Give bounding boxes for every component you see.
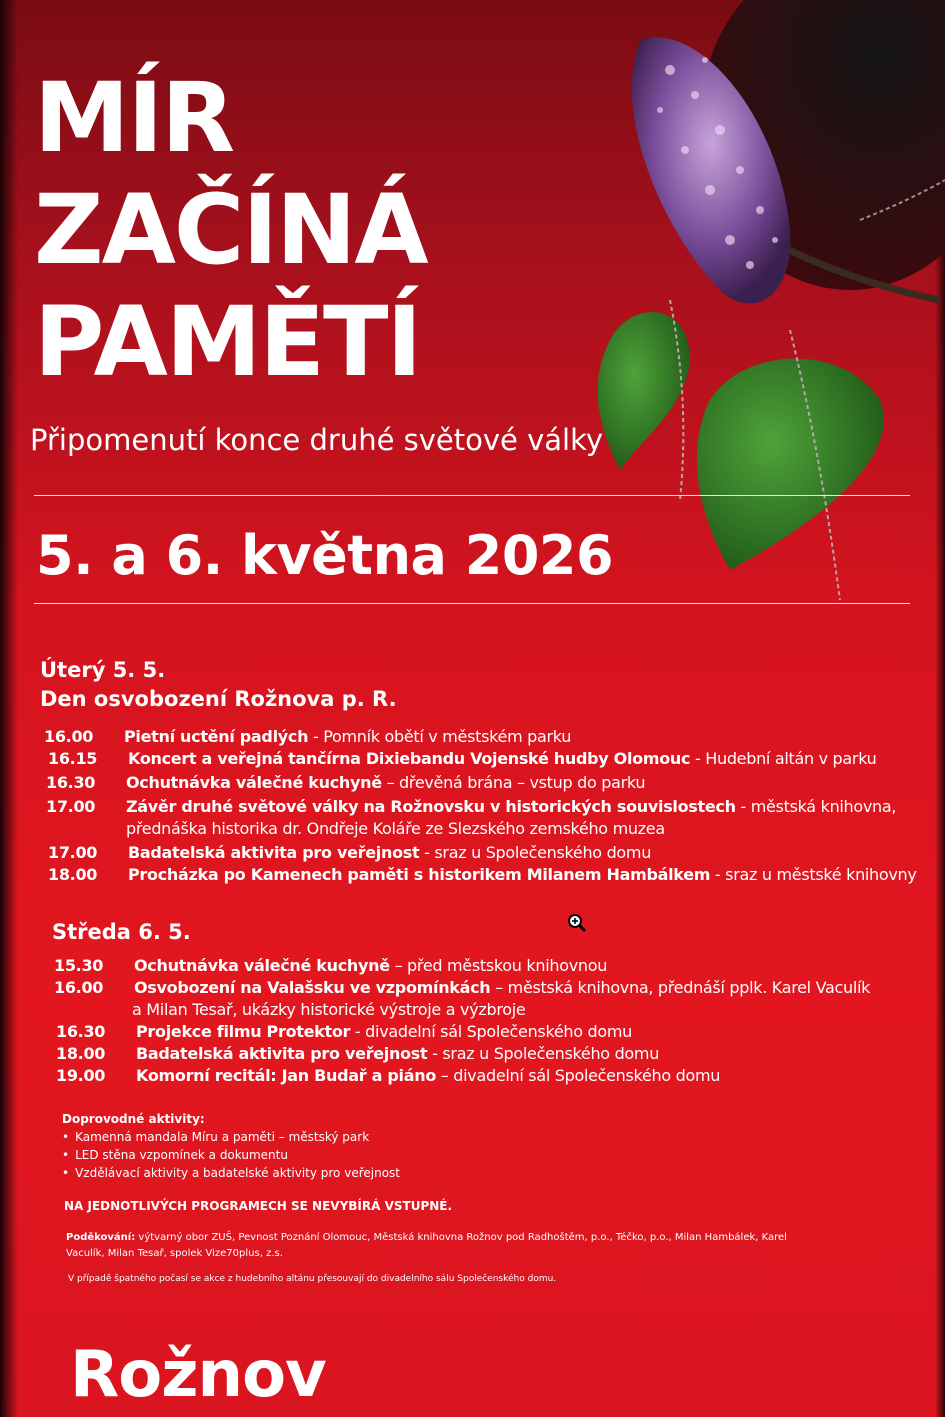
event-time: 16.00 xyxy=(44,727,94,746)
event-name: Ochutnávka válečné kuchyně xyxy=(126,773,382,792)
activity-item: • Kamenná mandala Míru a paměti – městský park xyxy=(62,1128,400,1146)
event-name: Koncert a veřejná tančírna Dixiebandu Vojenské hudby Olomouc xyxy=(128,749,691,768)
day-tuesday xyxy=(40,656,397,714)
lilac-illustration xyxy=(420,0,945,610)
event-name: Badatelská aktivita pro veřejnost xyxy=(136,1044,428,1063)
subtitle: Připomenutí konce druhé světové války xyxy=(30,423,604,457)
event-place: – dřevěná brána – vstup do parku xyxy=(381,773,646,792)
event-place: - sraz u Společenského domu xyxy=(419,843,652,862)
event-place: - sraz u městské knihovny xyxy=(710,865,917,884)
weather-note: V případě špatného počasí se akce z hudebního altánu přesouvají do divadelního sálu Společenského domu. xyxy=(68,1274,557,1284)
event-place: – divadelní sál Společenského domu xyxy=(436,1066,721,1085)
day-wednesday xyxy=(52,918,191,947)
leaf-large xyxy=(697,359,884,570)
divider-top xyxy=(34,495,910,496)
event-time: 18.00 xyxy=(56,1044,106,1063)
event-date: 5. a 6. května 2026 xyxy=(36,524,614,587)
title-line-1: MÍR xyxy=(34,62,234,174)
activities-heading: Doprovodné aktivity: xyxy=(62,1112,205,1126)
event-time: 16.15 xyxy=(48,749,98,768)
divider-bottom xyxy=(34,603,910,604)
event-time: 18.00 xyxy=(48,865,98,884)
event-place: - Hudební altán v parku xyxy=(690,749,877,768)
event-name: Komorní recitál: Jan Budař a piáno xyxy=(136,1066,437,1085)
event-place: - divadelní sál Společenského domu xyxy=(350,1022,632,1041)
day-label: Úterý 5. 5. xyxy=(40,658,166,682)
event-continuation: a Milan Tesař, ukázky historické výstroje a výzbroje xyxy=(132,1000,526,1019)
event-time: 16.00 xyxy=(54,978,104,997)
free-entry-note: NA JEDNOTLIVÝCH PROGRAMECH SE NEVYBÍRÁ VSTUPNÉ. xyxy=(64,1199,453,1213)
activities-list xyxy=(62,1128,400,1182)
roznov-logo: Rožnov xyxy=(70,1338,326,1412)
event-name: Procházka po Kamenech paměti s historikem Milanem Hambálkem xyxy=(128,865,711,884)
event-place: - Pomník obětí v městském parku xyxy=(308,727,572,746)
event-continuation: přednáška historika dr. Ondřeje Koláře ze Slezského zemského muzea xyxy=(126,819,665,838)
acknowledgements xyxy=(66,1230,826,1262)
event-time: 19.00 xyxy=(56,1066,106,1085)
event-time: 16.30 xyxy=(56,1022,106,1041)
thanks-text: výtvarný obor ZUŠ, Pevnost Poznání Olomouc, Městská knihovna Rožnov pod Radhoštěm, p.o., Téčko, p.o., Milan Hambálek, Karel Vaculík, Milan Tesař, spolek Vize70plus, z.s. xyxy=(66,1232,787,1259)
activity-item: • Vzdělávací aktivity a badatelské aktivity pro veřejnost xyxy=(62,1164,400,1182)
event-time: 17.00 xyxy=(48,843,98,862)
event-time: 15.30 xyxy=(54,956,104,975)
event-name: Ochutnávka válečné kuchyně xyxy=(134,956,390,975)
left-shadow xyxy=(0,0,18,1417)
poster-title xyxy=(34,62,427,398)
zoom-in-cursor-icon xyxy=(566,912,588,934)
day-occasion: Den osvobození Rožnova p. R. xyxy=(40,687,397,711)
event-time: 17.00 xyxy=(46,797,96,816)
title-line-2: ZAČÍNÁ xyxy=(34,174,427,286)
event-name: Pietní uctění padlých xyxy=(124,727,309,746)
event-place: – před městskou knihovnou xyxy=(389,956,608,975)
event-name: Badatelská aktivita pro veřejnost xyxy=(128,843,420,862)
event-name: Projekce filmu Protektor xyxy=(136,1022,351,1041)
event-place: - sraz u Společenského domu xyxy=(427,1044,660,1063)
event-name: Osvobození na Valašsku ve vzpomínkách xyxy=(134,978,491,997)
accompanying-activities xyxy=(62,1110,400,1182)
event-time: 16.30 xyxy=(46,773,96,792)
event-name: Závěr druhé světové války na Rožnovsku v historických souvislostech xyxy=(126,797,736,816)
day-label: Středa 6. 5. xyxy=(52,920,191,944)
thanks-label: Poděkování: xyxy=(66,1232,136,1243)
title-line-3: PAMĚTÍ xyxy=(34,286,421,398)
event-place: – městská knihovna, přednáší pplk. Karel Vaculík xyxy=(490,978,871,997)
event-place: - městská knihovna, xyxy=(735,797,897,816)
activity-item: • LED stěna vzpomínek a dokumentu xyxy=(62,1146,400,1164)
